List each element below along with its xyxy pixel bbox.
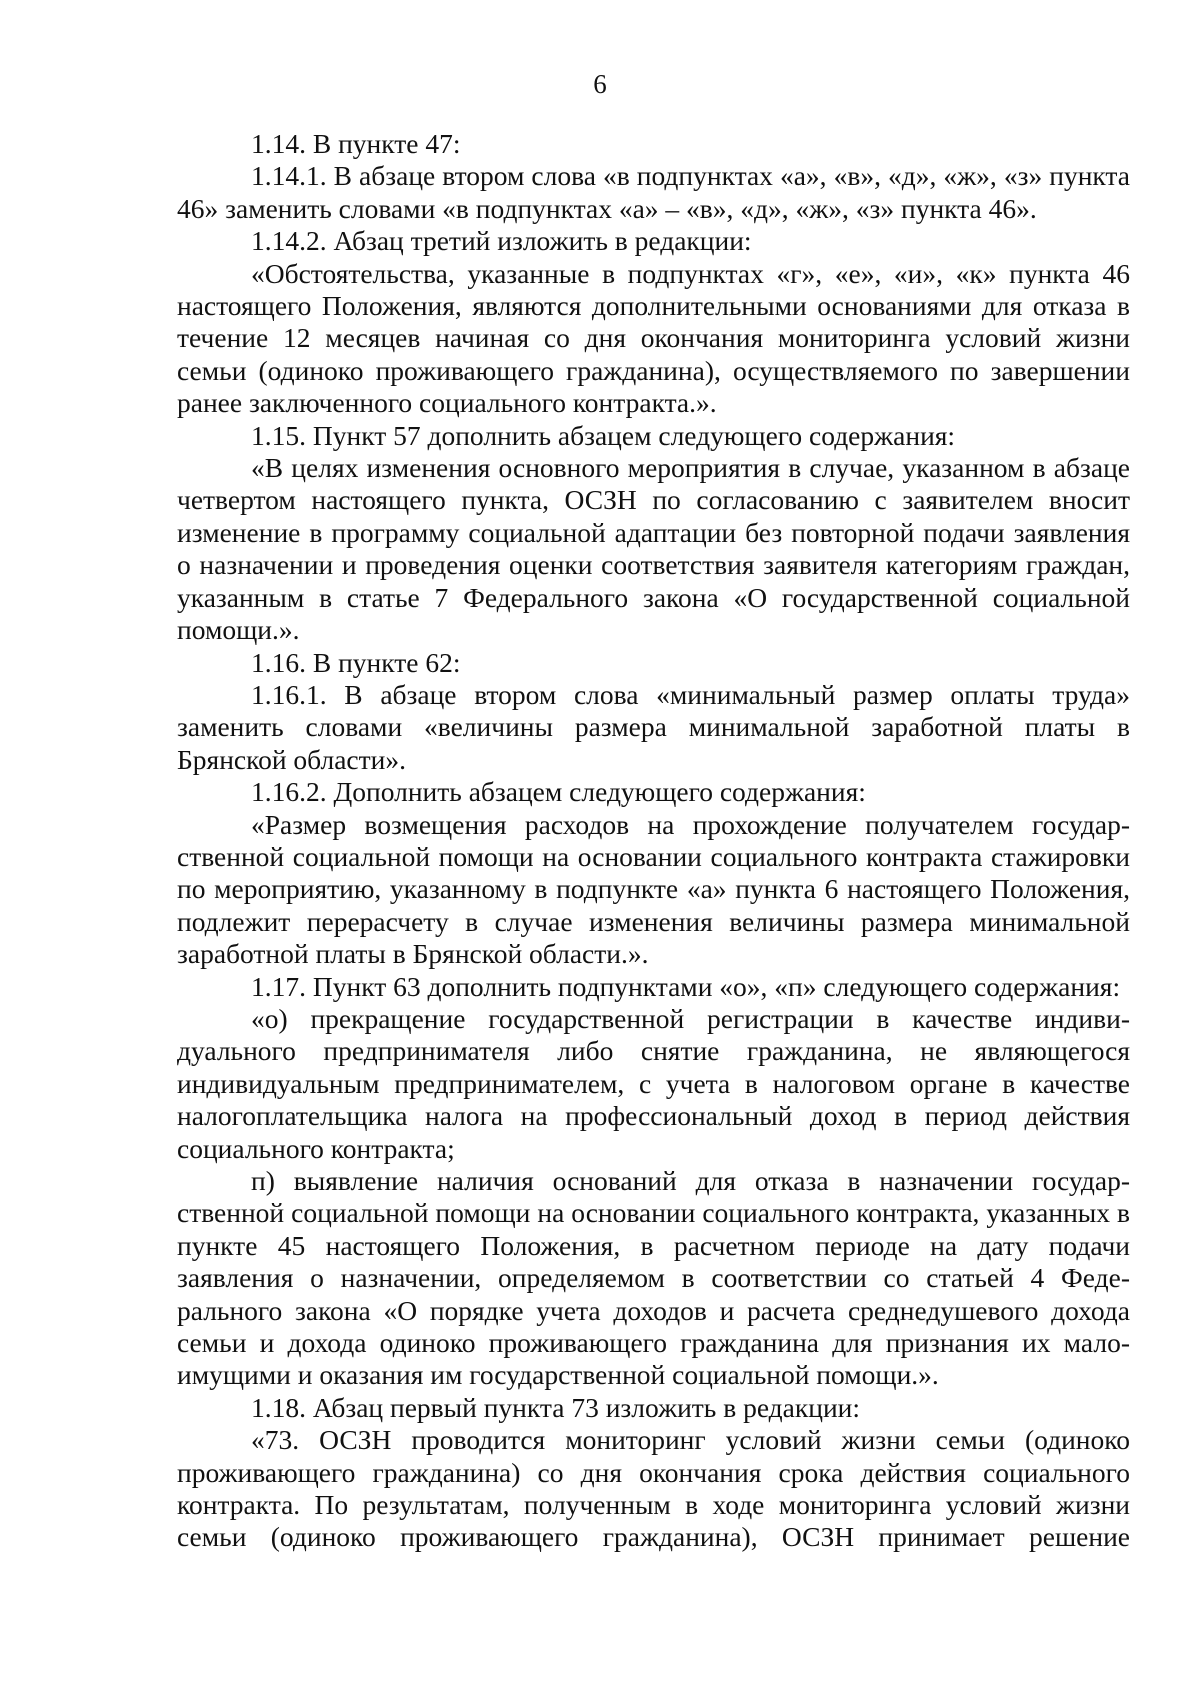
paragraph-1-14-2: 1.14.2. Абзац третий изложить в редакции: bbox=[251, 225, 752, 257]
paragraph-subpoint-o: «о) прекращение государственной регистрации в качестве индивидуального предпринимателя либо снятие гражданина, не являющегося индивидуальным предпринимателем, с учета в налоговом органе в качестве налогоплательщика налога на профессиональный доход в период действия социального контракта; bbox=[177, 1002, 1130, 1164]
paragraph-quote-73: «73. ОСЗН проводится мониторинг условий жизни семьи (одиноко проживающего гражданина) со дня окончания срока действия социального контракта. По результатам, полученным в ходе мониторинга условий жизни семьи (одиноко проживающего гражданина), ОСЗН принимает решение bbox=[177, 1424, 1130, 1553]
page-number: 6 bbox=[593, 69, 607, 99]
paragraph-quote-reimbursement: «Размер возмещения расходов на прохождение получателем государственной социальной помощи на основании социального контракта стажировки по мероприятию, указанному в подпункте «а» пункта 6 настоящего Положения, подлежит перерасчету в случае изменения величины размера минимальной заработной платы в Брянской области.». bbox=[177, 808, 1130, 970]
paragraph-1-16: 1.16. В пункте 62: bbox=[251, 646, 461, 678]
paragraph-1-16-2: 1.16.2. Дополнить абзацем следующего содержания: bbox=[251, 776, 866, 808]
paragraph-1-14: 1.14. В пункте 47: bbox=[251, 128, 461, 159]
paragraph-1-18: 1.18. Абзац первый пункта 73 изложить в редакции: bbox=[251, 1391, 861, 1423]
paragraph-1-16-1: 1.16.1. В абзаце втором слова «минимальный размер оплаты труда» заменить словами «величины размера минимальной заработной платы в Брянской области». bbox=[177, 678, 1130, 775]
paragraph-quote-circumstances: «Обстоятельства, указанные в подпунктах «г», «е», «и», «к» пункта 46 настоящего Положения, являются дополнительными основаниями для отказа в течение 12 месяцев начиная со дня окончания мониторинга условий жизни семьи (одиноко проживающего гражданина), осуществляемого по завершении ранее заключенного социального контракта.». bbox=[177, 257, 1130, 419]
paragraph-1-15: 1.15. Пункт 57 дополнить абзацем следующего содержания: bbox=[251, 419, 956, 451]
paragraph-1-14-1: 1.14.1. В абзаце втором слова «в подпунктах «а», «в», «д», «ж», «з» пункта 46» заменить словами «в подпунктах «а» – «в», «д», «ж», «з» пункта 46». bbox=[177, 160, 1130, 224]
document-body bbox=[177, 128, 1130, 1554]
paragraph-1-17: 1.17. Пункт 63 дополнить подпунктами «о», «п» следующего содержания: bbox=[251, 970, 1121, 1002]
paragraph-subpoint-p: п) выявление наличия оснований для отказа в назначении государственной социальной помощи на основании социального контракта, указанных в пункте 45 настоящего Положения, в расчетном периоде на дату подачи заявления о назначении, определяемом в соответствии со статьей 4 Федерального закона «О порядке учета доходов и расчета среднедушевого дохода семьи и дохода одиноко проживающего гражданина для признания их малоимущими и оказания им государственной социальной помощи.». bbox=[177, 1165, 1130, 1391]
paragraph-quote-main-activity: «В целях изменения основного мероприятия в случае, указанном в абзаце четвертом настоящего пункта, ОСЗН по согласованию с заявителем вносит изменение в программу социальной адаптации без повторной подачи заявления о назначении и проведения оценки соответствия заявителя категориям граждан, указанным в статье 7 Федерального закона «О государственной социальной помощи.». bbox=[177, 452, 1130, 646]
